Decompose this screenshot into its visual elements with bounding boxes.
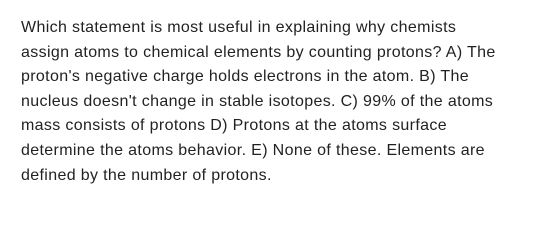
question-line: proton's negative charge holds electrons in the atom. B) The xyxy=(21,68,470,86)
question-line: nucleus doesn't change in stable isotopes. C) 99% of the atoms xyxy=(21,92,494,110)
question-line: mass consists of protons D) Protons at the atoms surface xyxy=(21,117,447,135)
question-line: defined by the number of protons. xyxy=(21,166,272,184)
question-text xyxy=(21,16,543,188)
question-line: Which statement is most useful in explaining why chemists xyxy=(21,19,457,36)
question-line: determine the atoms behavior. E) None of these. Elements are xyxy=(21,141,485,159)
question-line: assign atoms to chemical elements by counting protons? A) The xyxy=(21,43,496,61)
